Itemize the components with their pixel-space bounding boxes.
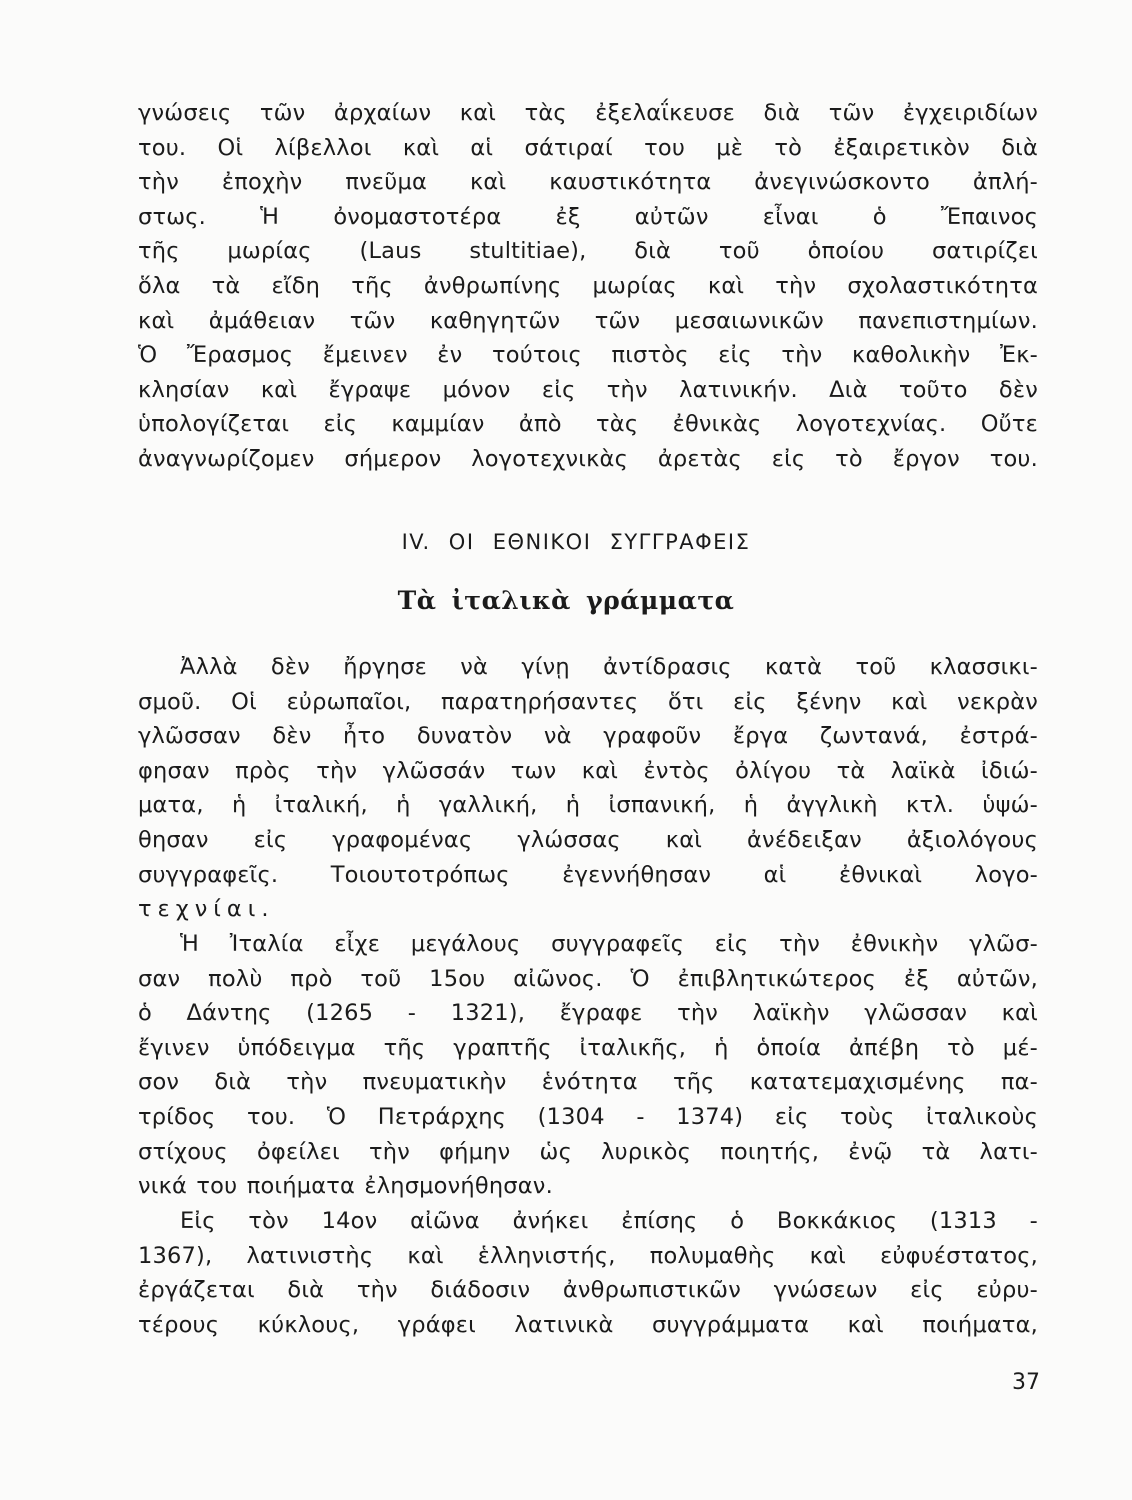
text-line: ματα, ἡ ἰταλική, ἡ γαλλική, ἡ ἰσπανική, ἡ ἀγγλικὴ κτλ. ὑψώ- bbox=[138, 792, 1038, 819]
text-line: 1367), λατινιστὴς καὶ ἑλληνιστής, πολυμαθὴς καὶ εὐφυέστατος, bbox=[138, 1242, 1038, 1269]
text-line: συγγραφεῖς. Τοιουτοτρόπως ἐγεννήθησαν αἱ ἐθνικαὶ λογο- bbox=[138, 861, 1038, 888]
text-line: φησαν πρὸς τὴν γλῶσσάν των καὶ ἐντὸς ὀλίγου τὰ λαϊκὰ ἰδιώ- bbox=[138, 757, 1038, 784]
text-line: τεχνίαι. bbox=[138, 896, 275, 923]
text-line: γνώσεις τῶν ἀρχαίων καὶ τὰς ἐξελαΐκευσε διὰ τῶν ἐγχειριδίων bbox=[138, 100, 1038, 126]
paragraph-reaction bbox=[138, 650, 1038, 927]
text-line: Εἰς τὸν 14ον αἰῶνα ἀνήκει ἐπίσης ὁ Βοκκάκιος (1313 - bbox=[180, 1208, 1038, 1234]
text-line: σμοῦ. Οἱ εὐρωπαῖοι, παρατηρήσαντες ὅτι εἰς ξένην καὶ νεκρὰν bbox=[138, 688, 1038, 715]
text-line: τρίδος του. Ὁ Πετράρχης (1304 - 1374) εἰς τοὺς ἰταλικοὺς bbox=[138, 1103, 1038, 1130]
text-line: Ἀλλὰ δὲν ἤργησε νὰ γίνῃ ἀντίδρασις κατὰ τοῦ κλασσικι- bbox=[180, 654, 1038, 680]
text-line: ἔγινεν ὑπόδειγμα τῆς γραπτῆς ἰταλικῆς, ἡ ὁποία ἀπέβη τὸ μέ- bbox=[138, 1034, 1038, 1061]
text-line: κλησίαν καὶ ἔγραψε μόνον εἰς τὴν λατινικήν. Διὰ τοῦτο δὲν bbox=[138, 376, 1038, 403]
text-line: τέρους κύκλους, γράφει λατινικὰ συγγράμματα καὶ ποιήματα, bbox=[138, 1311, 1038, 1338]
text-line: στως. Ἡ ὀνομαστοτέρα ἐξ αὐτῶν εἶναι ὁ Ἔπαινος bbox=[138, 203, 1038, 230]
page-number: 37 bbox=[1012, 1370, 1040, 1395]
text-line: ὑπολογίζεται εἰς καμμίαν ἀπὸ τὰς ἐθνικὰς λογοτεχνίας. Οὔτε bbox=[138, 411, 1038, 438]
text-line: γλῶσσαν δὲν ἦτο δυνατὸν νὰ γραφοῦν ἔργα ζωντανά, ἐστρά- bbox=[138, 723, 1038, 750]
text-line: Ὁ Ἔρασμος ἔμεινεν ἐν τούτοις πιστὸς εἰς τὴν καθολικὴν Ἐκ- bbox=[138, 342, 1038, 369]
text-line: ἐργάζεται διὰ τὴν διάδοσιν ἀνθρωπιστικῶν γνώσεων εἰς εὐρυ- bbox=[138, 1277, 1038, 1304]
text-line: ὁ Δάντης (1265 - 1321), ἔγραφε τὴν λαϊκὴν γλῶσσαν καὶ bbox=[138, 1000, 1038, 1027]
part-heading: IV. ΟΙ ΕΘΝΙΚΟΙ ΣΥΓΓΡΑΦΕΙΣ bbox=[401, 530, 751, 554]
text-line: τὴν ἐποχὴν πνεῦμα καὶ καυστικότητα ἀνεγινώσκοντο ἀπλή- bbox=[138, 169, 1038, 196]
section-title: Τὰ ἰταλικὰ γράμματα bbox=[397, 586, 735, 615]
text-line: θησαν εἰς γραφομένας γλώσσας καὶ ἀνέδειξαν ἀξιολόγους bbox=[138, 826, 1038, 853]
text-line: καὶ ἀμάθειαν τῶν καθηγητῶν τῶν μεσαιωνικῶν πανεπιστημίων. bbox=[138, 307, 1038, 334]
text-line: Ἡ Ἰταλία εἶχε μεγάλους συγγραφεῖς εἰς τὴν ἐθνικὴν γλῶσ- bbox=[180, 931, 1038, 957]
paragraph-boccaccio bbox=[138, 1204, 1038, 1342]
paragraph-italy bbox=[138, 927, 1038, 1204]
text-line: σον διὰ τὴν πνευματικὴν ἑνότητα τῆς κατατεμαχισμένης πα- bbox=[138, 1069, 1038, 1096]
text-line: στίχους ὀφείλει τὴν φήμην ὡς λυρικὸς ποιητής, ἐνῷ τὰ λατι- bbox=[138, 1138, 1038, 1165]
paragraph-erasmus bbox=[138, 96, 1038, 477]
text-line: τῆς μωρίας (Laus stultitiae), διὰ τοῦ ὁποίου σατιρίζει bbox=[138, 238, 1038, 265]
text-line: του. Οἱ λίβελλοι καὶ αἱ σάτιραί του μὲ τὸ ἐξαιρετικὸν διὰ bbox=[138, 134, 1038, 161]
text-line: σαν πολὺ πρὸ τοῦ 15ου αἰῶνος. Ὁ ἐπιβλητικώτερος ἐξ αὐτῶν, bbox=[138, 965, 1038, 992]
text-line: νικά του ποιήματα ἐλησμονήθησαν. bbox=[138, 1173, 553, 1200]
text-line: ὅλα τὰ εἴδη τῆς ἀνθρωπίνης μωρίας καὶ τὴν σχολαστικότητα bbox=[138, 272, 1038, 299]
text-line: ἀναγνωρίζομεν σήμερον λογοτεχνικὰς ἀρετὰς εἰς τὸ ἔργον του. bbox=[138, 445, 1038, 472]
